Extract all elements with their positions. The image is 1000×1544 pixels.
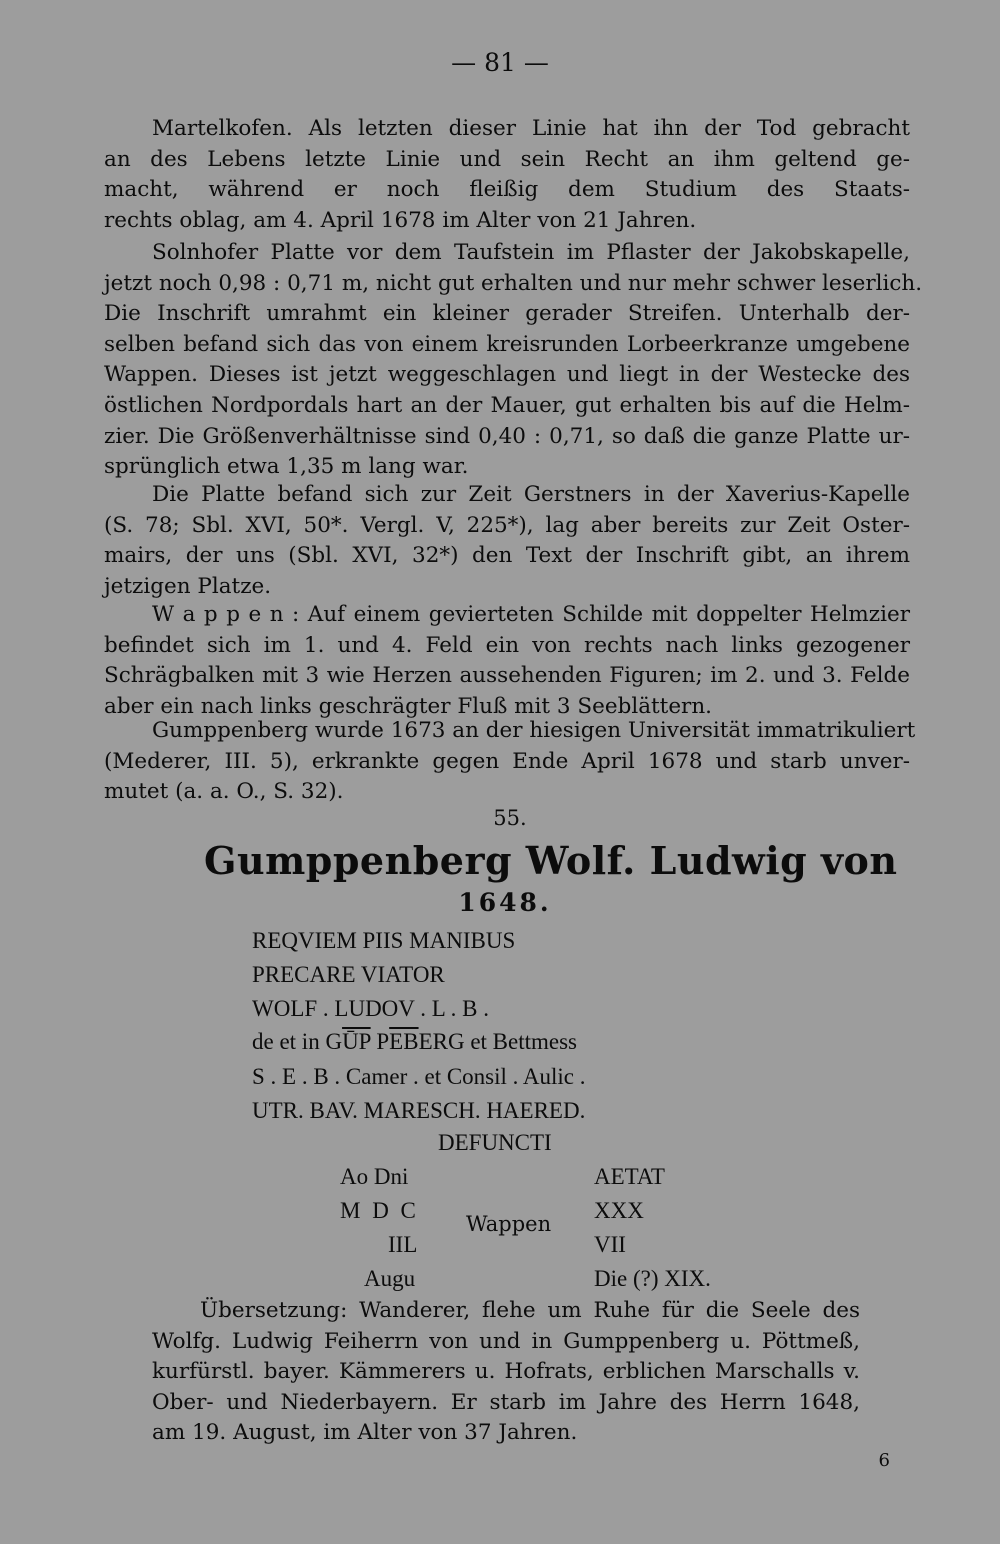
text-line: (S. 78; Sbl. XVI, 50*. Vergl. V, 225*), lag aber bereits zur Zeit Oster- [104, 512, 910, 538]
text-line: Übersetzung: Wanderer, flehe um Ruhe für die Seele des [200, 1298, 860, 1323]
paragraph-5 [104, 716, 916, 808]
entry-number: 55. [493, 806, 527, 830]
text-line: mutet (a. a. O., S. 32). [104, 779, 344, 805]
text-line: Wappen. Dieses ist jetzt weggeschlagen und liegt in der Westecke des [104, 362, 910, 388]
text-line: rechts oblag, am 4. April 1678 im Alter von 21 Jahren. [104, 207, 697, 233]
translation-paragraph [152, 1296, 860, 1449]
text-line: Die Inschrift umrahmt ein kleiner gerader Streifen. Unterhalb der- [104, 301, 910, 327]
inscription-right-cell: VII [594, 1232, 626, 1257]
text-line: zier. Die Größenverhältnisse sind 0,40 : 0,71, so daß die ganze Platte ur- [104, 423, 910, 449]
text-line: am 19. August, im Alter von 37 Jahren. [152, 1420, 578, 1446]
text-line: selben befand sich das von einem kreisrunden Lorbeerkranze umgebene [104, 331, 910, 357]
text-line: Gumppenberg wurde 1673 an der hiesigen Universität immatrikuliert [152, 718, 916, 743]
text-line: jetzigen Platze. [104, 573, 272, 599]
inscription-right-cell: AETAT [594, 1164, 665, 1189]
signature-mark: 6 [878, 1450, 890, 1471]
inscription-line: WOLF . LUDOV . L . B . [252, 996, 490, 1021]
text-line: (Mederer, III. 5), erkrankte gegen Ende April 1678 und starb unver- [104, 748, 910, 774]
paragraph-1 [104, 114, 910, 236]
inscription-right-cell: Die (?) XIX. [594, 1266, 711, 1291]
text-line: Ober- und Niederbayern. Er starb im Jahre des Herrn 1648, [152, 1389, 860, 1415]
page-number: — 81 — [451, 48, 549, 77]
inscription-line: PRECARE VIATOR [252, 962, 445, 987]
entry-title: Gumppenberg Wolf. Ludwig von [204, 838, 898, 883]
text-line: Solnhofer Platte vor dem Taufstein im Pflaster der Jakobskapelle, [152, 240, 910, 265]
inscription-line: DEFUNCTI [438, 1130, 552, 1155]
coat-of-arms-label: Wappen [466, 1212, 552, 1236]
inscription-left-cell: M D C [340, 1198, 419, 1223]
inscription-line: UTR. BAV. MARESCH. HAERED. [252, 1098, 586, 1123]
text-line: macht, während er noch fleißig dem Studium des Staats- [104, 177, 910, 203]
inscription-text: de et in G [252, 1029, 343, 1054]
paragraph-3 [104, 480, 910, 602]
inscription-line [252, 1029, 577, 1055]
inscription-line: REQVIEM PIIS MANIBUS [252, 928, 516, 953]
text-line: Wolfg. Ludwig Feiherrn von und in Gumppenberg u. Pöttmeß, [152, 1328, 860, 1354]
text-line: Martelkofen. Als letzten dieser Linie hat ihn der Tod gebracht [152, 116, 910, 141]
inscription-text: ERG et Bettmess [418, 1029, 577, 1054]
inscription-left-cell: IIL [388, 1232, 418, 1257]
inscription-line: S . E . B . Camer . et Consil . Aulic . [252, 1064, 586, 1089]
text-line: W a p p e n : Auf einem gevierteten Schilde mit doppelter Helmzier [152, 602, 910, 627]
paragraph-4 [104, 600, 910, 722]
paragraph-2 [104, 238, 923, 483]
text-line: östlichen Nordpordals hart an der Mauer, gut erhalten bis auf die Helm- [104, 392, 910, 418]
text-line: sprünglich etwa 1,35 m lang war. [104, 454, 469, 480]
text-line: mairs, der uns (Sbl. XVI, 32*) den Text der Inschrift gibt, an ihrem [104, 543, 910, 569]
inscription-right-cell: XXX [594, 1198, 644, 1223]
abbreviation-overline: $\overline{EB}$ [389, 1029, 419, 1054]
text-line: aber ein nach links geschrägter Fluß mit 3 Seeblättern. [104, 693, 713, 719]
inscription-text: P [370, 1029, 390, 1054]
inscription-left-cell: Augu [364, 1266, 416, 1291]
text-line: kurfürstl. bayer. Kämmerers u. Hofrats, erblichen Marschalls v. [152, 1359, 860, 1385]
text-line: jetzt noch 0,98 : 0,71 m, nicht gut erhalten und nur mehr schwer leserlich. [104, 270, 923, 296]
abbreviation-overline: $\overline{ŪP}$ [342, 1029, 371, 1054]
text-line: Schrägbalken mit 3 wie Herzen aussehenden Figuren; im 2. und 3. Felde [104, 663, 910, 689]
entry-year: 1648. [458, 888, 552, 917]
text-line: an des Lebens letzte Linie und sein Recht an ihm geltend ge- [104, 146, 910, 172]
text-line: Die Platte befand sich zur Zeit Gerstners in der Xaverius-Kapelle [152, 482, 910, 507]
inscription-left-cell: Ao Dni [340, 1164, 409, 1189]
text-line: befindet sich im 1. und 4. Feld ein von rechts nach links gezogener [104, 632, 910, 658]
